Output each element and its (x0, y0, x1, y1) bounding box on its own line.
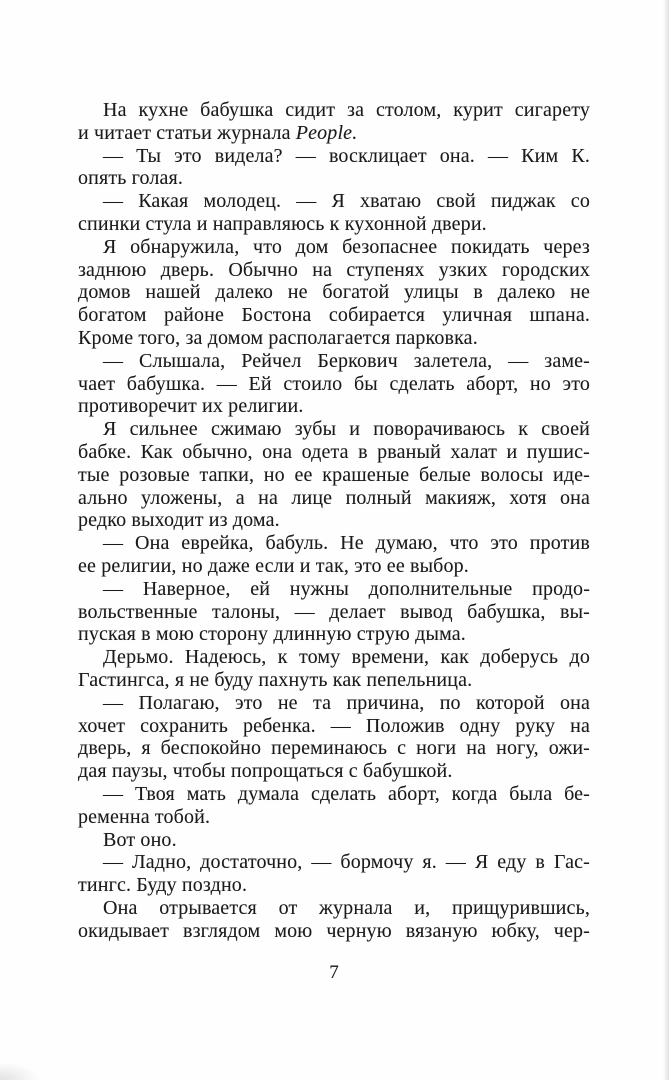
line-text: Я обнаружила, что дом безопаснее покидать через (103, 235, 590, 258)
text-line (78, 851, 590, 874)
text-line (78, 373, 590, 396)
text-line (78, 99, 590, 122)
line-text: хочет сохранить ребенка. — Положив одну руку на (78, 714, 590, 737)
line-text: чает бабушка. — Ей стоило бы сделать аборт, но это (78, 372, 590, 395)
line-italic-text: People. (295, 121, 358, 144)
line-text: опять голая. (78, 167, 184, 190)
scan-smudge-artifact (0, 1062, 40, 1080)
text-line (78, 669, 590, 692)
scan-edge-artifact (663, 0, 669, 1080)
text-line (78, 509, 590, 532)
line-text: и читает статьи журнала (78, 121, 296, 144)
text-line (78, 167, 590, 190)
text-line (78, 623, 590, 646)
line-text: — Наверное, ей нужны дополнительные продо- (103, 577, 590, 600)
text-line (78, 350, 590, 373)
text-line (78, 145, 590, 168)
line-text: вольственные талоны, — делает вывод бабушка, вы- (78, 600, 590, 623)
text-line (78, 646, 590, 669)
line-text: тые розовые тапки, но ее крашеные белые волосы иде- (78, 463, 590, 486)
text-line (78, 532, 590, 555)
text-line (78, 874, 590, 897)
text-line (78, 806, 590, 829)
line-text: Гастингса, я не буду пахнуть как пепельница. (78, 668, 473, 691)
text-line (78, 418, 590, 441)
text-line (78, 327, 590, 350)
line-text: тингс. Буду поздно. (78, 874, 248, 897)
line-text: пуская в мою сторону длинную струю дыма. (78, 623, 466, 646)
text-line (78, 737, 590, 760)
line-text: дверь, я беспокойно переминаюсь с ноги на ногу, ожи- (78, 737, 590, 760)
text-line (78, 213, 590, 236)
text-line (78, 578, 590, 601)
text-line (78, 760, 590, 783)
text-line (78, 441, 590, 464)
text-line (78, 190, 590, 213)
line-text: — Ты это видела? — восклицает она. — Ким К. (103, 144, 590, 167)
text-line (78, 783, 590, 806)
line-text: На кухне бабушка сидит за столом, курит сигарету (103, 99, 590, 121)
text-line (78, 395, 590, 418)
text-line (78, 715, 590, 738)
line-text: спинки стула и направляюсь к кухонной двери. (78, 212, 487, 235)
line-text: — Полагаю, это не та причина, по которой она (103, 691, 590, 714)
text-line (78, 555, 590, 578)
text-line (78, 897, 590, 920)
text-line (78, 487, 590, 510)
text-line (78, 692, 590, 715)
line-text: окидывает взглядом мою черную вязаную юбку, чер- (78, 919, 590, 942)
line-text: редко выходит из дома. (78, 509, 280, 532)
text-line (78, 259, 590, 282)
line-text: Я сильнее сжимаю зубы и поворачиваюсь к своей (103, 418, 590, 441)
line-text: — Твоя мать думала сделать аборт, когда была бе- (103, 782, 590, 805)
text-block (78, 99, 590, 942)
line-text: домов нашей далеко не богатой улицы в далеко не (78, 281, 590, 304)
line-text: Дерьмо. Надеюсь, к тому времени, как доберусь до (103, 646, 590, 669)
line-text: — Ладно, достаточно, — бормочу я. — Я еду в Гас- (103, 851, 590, 874)
text-line (78, 920, 590, 943)
line-text: — Слышала, Рейчел Беркович залетела, — заме- (103, 349, 590, 372)
text-line (78, 304, 590, 327)
text-line (78, 601, 590, 624)
line-text: Кроме того, за домом располагается парковка. (78, 326, 478, 349)
line-text: Вот оно. (103, 828, 177, 851)
text-line (78, 464, 590, 487)
text-line (78, 829, 590, 852)
text-line (78, 281, 590, 304)
line-text: ременна тобой. (78, 805, 211, 828)
line-text: заднюю дверь. Обычно на ступенях узких городских (78, 258, 590, 281)
text-line (78, 122, 590, 145)
text-line (78, 236, 590, 259)
line-text: ее религии, но даже если и так, это ее выбор. (78, 554, 469, 577)
line-text: богатом районе Бостона собирается уличная шпана. (78, 304, 590, 327)
line-text: дая паузы, чтобы попрощаться с бабушкой. (78, 760, 453, 783)
line-text: бабке. Как обычно, она одета в рваный халат и пушис- (78, 440, 590, 463)
line-text: Она отрывается от журнала и, прищурившись, (103, 896, 590, 919)
line-text: противоречит их религии. (78, 395, 304, 418)
page-number: 7 (329, 962, 339, 983)
line-text: — Она еврейка, бабуль. Не думаю, что это против (103, 532, 590, 555)
line-text: ально уложены, а на лице полный макияж, хотя она (78, 486, 590, 509)
line-text: — Какая молодец. — Я хватаю свой пиджак со (103, 190, 590, 213)
